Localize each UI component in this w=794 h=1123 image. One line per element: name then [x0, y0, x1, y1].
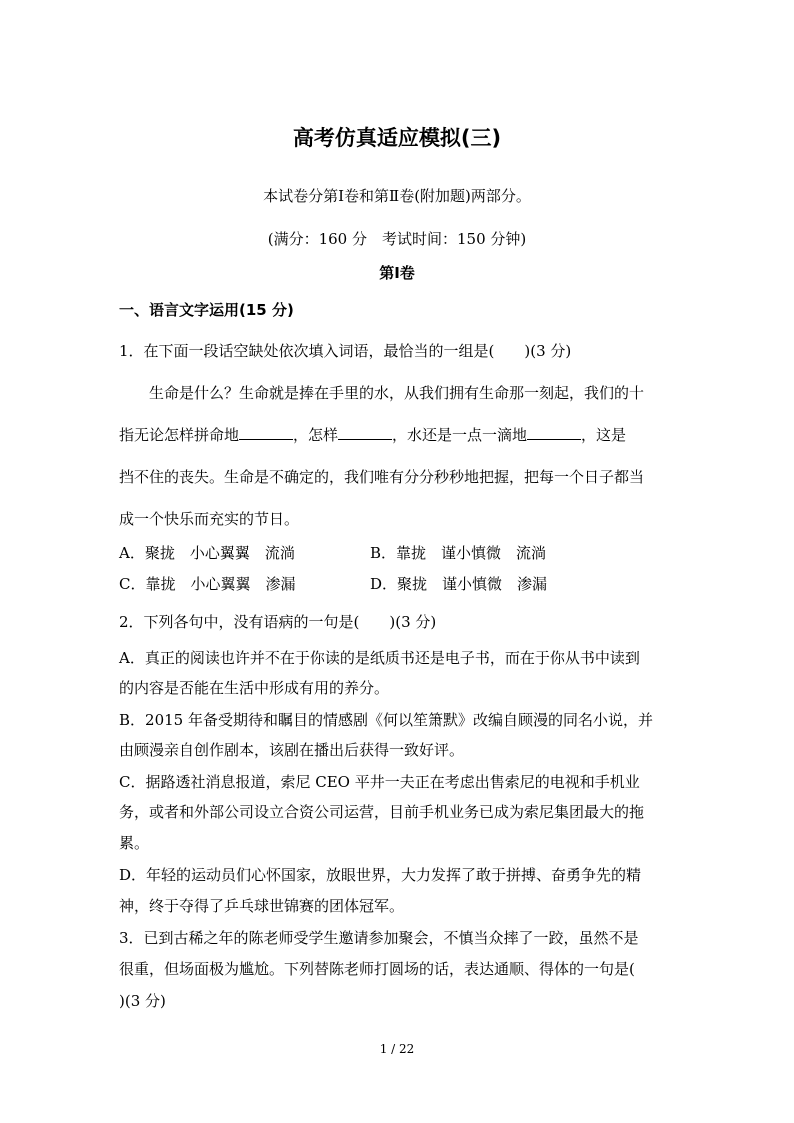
exam-scoring: (满分：160 分 考试时间：150 分钟): [267, 230, 527, 248]
q2-option-d[interactable]: D．年轻的运动员们心怀国家，放眼世界，大力发挥了敢于拼搏、奋勇争先的精: [119, 866, 642, 884]
q1-option-d[interactable]: D．聚拢 谨小慎微 渗漏: [370, 575, 548, 593]
q2-option-b[interactable]: B．2015 年备受期待和瞩目的情感剧《何以笙箫默》改编自顾漫的同名小说，并: [119, 711, 653, 729]
q1-passage-text: 指无论怎样拼命地: [119, 426, 240, 444]
q1-stem: 1．在下面一段话空缺处依次填入词语，最恰当的一组是( )(3 分): [119, 342, 572, 360]
q2-option-a[interactable]: A．真正的阅读也许并不在于你读的是纸质书还是电子书，而在于你从书中读到: [119, 649, 640, 667]
q1-passage-line-1: 生命是什么？生命就是捧在手里的水，从我们拥有生命那一刻起，我们的十: [149, 384, 645, 402]
q3-stem-line-3: )(3 分): [119, 992, 166, 1010]
q2-option-c[interactable]: C．据路透社消息报道，索尼 CEO 平井一夫正在考虑出售索尼的电视和手机业: [119, 773, 640, 791]
q1-passage-text: ，这是: [581, 426, 627, 444]
q2-option-c-cont: 务，或者和外部公司设立合资公司运营，目前手机业务已成为索尼集团最大的拖: [119, 803, 645, 821]
q3-stem-line-2: 很重，但场面极为尴尬。下列替陈老师打圆场的话，表达通顺、得体的一句是(: [119, 960, 635, 978]
q1-passage-line-3: 挡不住的丧失。生命是不确定的，我们唯有分分秒秒地把握，把每一个日子都当: [119, 468, 645, 486]
q2-option-d-cont: 神，终于夺得了乒乓球世锦赛的团体冠军。: [119, 897, 405, 915]
exam-intro: 本试卷分第Ⅰ卷和第Ⅱ卷(附加题)两部分。: [263, 187, 531, 205]
q1-option-a[interactable]: A．聚拢 小心翼翼 流淌: [119, 544, 295, 562]
page-number: 1 / 22: [379, 1042, 415, 1056]
q2-stem: 2．下列各句中，没有语病的一句是( )(3 分): [119, 613, 437, 631]
q3-stem-line-1: 3．已到古稀之年的陈老师受学生邀请参加聚会，不慎当众摔了一跤，虽然不是: [119, 929, 639, 947]
q1-passage-line-2: [119, 425, 626, 445]
q1-option-c[interactable]: C．靠拢 小心翼翼 渗漏: [119, 575, 296, 593]
section-heading: 一、语言文字运用(15 分): [119, 301, 294, 319]
q1-option-b[interactable]: B．靠拢 谨小慎微 流淌: [370, 544, 547, 562]
q2-option-b-cont: 由顾漫亲自创作剧本，该剧在播出后获得一致好评。: [119, 741, 465, 759]
q2-option-c-cont: 累。: [119, 834, 150, 852]
q1-blank-3[interactable]: [527, 425, 581, 440]
q1-passage-text: ，怎样: [293, 426, 339, 444]
volume-heading: 第Ⅰ卷: [379, 264, 415, 282]
q1-blank-1[interactable]: [239, 425, 293, 440]
q1-passage-line-4: 成一个快乐而充实的节日。: [119, 510, 300, 528]
q1-blank-2[interactable]: [338, 425, 392, 440]
q1-passage-text: ，水还是一点一滴地: [392, 426, 528, 444]
q2-option-a-cont: 的内容是否能在生活中形成有用的养分。: [119, 679, 390, 697]
exam-title: 高考仿真适应模拟(三): [292, 126, 502, 150]
